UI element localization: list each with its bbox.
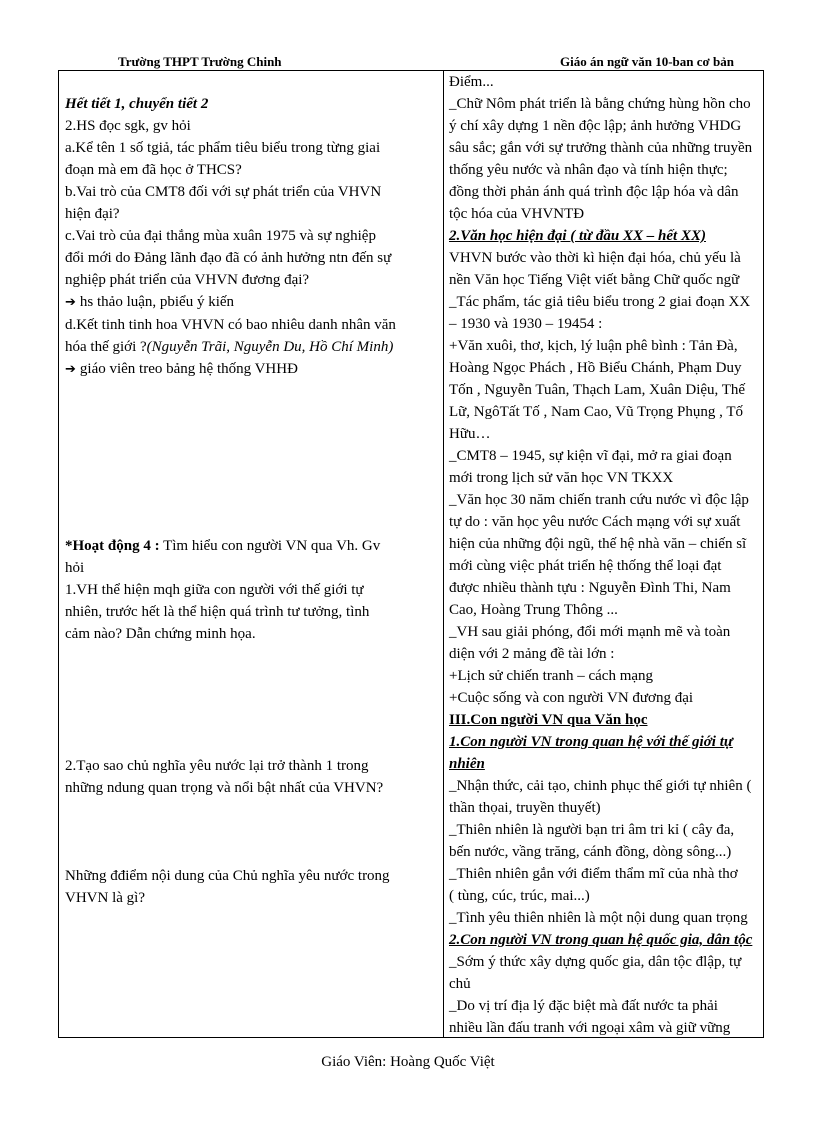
arrow-icon: ➔ [65, 295, 76, 310]
right-line: Hoàng Ngọc Phách , Hồ Biểu Chánh, Phạm Duy [449, 360, 742, 376]
right-line: – 1930 và 1930 – 19454 : [449, 316, 603, 332]
left-line: Những đđiểm nội dung của Chủ nghĩa yêu nước trong [65, 868, 390, 884]
arrow-icon: ➔ [65, 362, 76, 377]
subsection-heading: nhiên [449, 756, 485, 772]
left-line: cảm nào? Dẫn chứng minh họa. [65, 626, 256, 642]
right-line: Điểm... [449, 74, 494, 90]
left-line: VHVN là gì? [65, 890, 145, 906]
left-line: ➔ hs thảo luận, pbiểu ý kiến [65, 294, 235, 310]
right-line: thống yêu nước và nhân đạo và tính hiện thực; [449, 162, 728, 178]
left-line: a.Kể tên 1 số tgiả, tác phẩm tiêu biểu trong từng giai [65, 140, 381, 156]
left-line: *Hoạt động 4 : Tìm hiểu con người VN qua Vh. Gv [65, 538, 381, 554]
right-line: _Do vị trí địa lý đặc biệt mà đất nước ta phải [449, 998, 718, 1014]
right-line: +Lịch sử chiến tranh – cách mạng [449, 668, 654, 684]
left-line: đổi mới do Đảng lãnh đạo đã có ảnh hưởng ntn đến sự [65, 250, 392, 266]
right-line: tộc hóa của VHVNTĐ [449, 206, 585, 222]
right-line: Lữ, NgôTất Tố , Nam Cao, Vũ Trọng Phụng , Tố [449, 404, 743, 420]
lesson-table [58, 70, 764, 1038]
column-divider [443, 71, 444, 1037]
activity-block-3 [65, 755, 435, 799]
left-line: 2.Tạo sao chủ nghĩa yêu nước lại trở thành 1 trong [65, 758, 369, 774]
subsection-heading: 2.Con người VN trong quan hệ quốc gia, dân tộc [449, 932, 753, 948]
right-line: đồng thời phản ánh quá trình độc lập hóa và dân [449, 184, 739, 200]
header-school: Trường THPT Trường Chinh [118, 54, 282, 69]
right-line: _VH sau giải phóng, đổi mới mạnh mẽ và toàn [449, 624, 731, 640]
section-heading: 2.Văn học hiện đại ( từ đầu XX – hết XX) [449, 228, 706, 244]
left-line: những ndung quan trọng và nổi bật nhất của VHVN? [65, 780, 384, 796]
left-line: ➔ giáo viên treo bảng hệ thống VHHĐ [65, 361, 298, 377]
left-line: c.Vai trò của đại thắng mùa xuân 1975 và sự nghiệp [65, 228, 376, 244]
right-line: _Tác phẩm, tác giả tiêu biểu trong 2 giai đoạn XX [449, 294, 751, 310]
right-line: diện với 2 mảng đề tài lớn : [449, 646, 615, 662]
lesson-heading: Hết tiết 1, chuyển tiết 2 [65, 96, 209, 112]
activity-block-4 [65, 865, 435, 909]
left-line: hiện đại? [65, 206, 120, 222]
right-line: _Thiên nhiên gắn với điểm thẩm mĩ của nhà thơ [449, 866, 738, 882]
subsection-heading: 1.Con người VN trong quan hệ với thế giới tự [449, 734, 733, 750]
left-line: nhiên, trước hết là thể hiện quá trình tư tưởng, tình [65, 604, 370, 620]
left-line: 2.HS đọc sgk, gv hỏi [65, 118, 191, 134]
left-line: hóa thế giới ?(Nguyễn Trãi, Nguyễn Du, Hồ Chí Minh) [65, 339, 394, 355]
right-line: mới cùng việc phát triển hệ thống thể loại đạt [449, 558, 722, 574]
section-heading: III.Con người VN qua Văn học [449, 712, 648, 728]
activity-block-2 [65, 535, 435, 645]
left-line: nghiệp phát triển của VHVN đương đại? [65, 272, 310, 288]
activity-block-1 [65, 93, 435, 381]
teacher-activity-column [65, 71, 435, 909]
right-line: VHVN bước vào thời kì hiện đại hóa, chủ yếu là [449, 250, 741, 266]
right-line: hiện của những đội ngũ, thế hệ nhà văn – chiến sĩ [449, 536, 747, 552]
right-line: thần thọai, truyền thuyết) [449, 800, 601, 816]
right-line: Tốn , Nguyễn Tuân, Thạch Lam, Xuân Diệu, Thế [449, 382, 746, 398]
activity-label: *Hoạt động 4 : [65, 538, 160, 554]
left-line: 1.VH thể hiện mqh giữa con người với thế giới tự [65, 582, 364, 598]
right-line: mới trong lịch sử văn học VN TKXX [449, 470, 674, 486]
content-column [449, 71, 759, 1039]
right-line: _Nhận thức, cải tạo, chinh phục thế giới tự nhiên ( [449, 778, 752, 794]
right-line: _Thiên nhiên là người bạn tri âm tri kỉ ( cây đa, [449, 822, 735, 838]
right-line: _Tình yêu thiên nhiên là một nội dung quan trọng [449, 910, 748, 926]
left-line: d.Kết tinh tinh hoa VHVN có bao nhiêu danh nhân văn [65, 317, 396, 333]
right-line: _Chữ Nôm phát triển là bằng chứng hùng hồn cho [449, 96, 751, 112]
right-line: ( tùng, cúc, trúc, mai...) [449, 888, 590, 904]
right-line: +Cuộc sống và con người VN đương đại [449, 690, 694, 706]
right-line: nền Văn học Tiếng Việt viết bằng Chữ quốc ngữ [449, 272, 740, 288]
right-line: được nhiều thành tựu : Nguyễn Đình Thi, Nam [449, 580, 731, 596]
right-line: Hữu… [449, 426, 491, 442]
header-subject: Giáo án ngữ văn 10-ban cơ bản [560, 54, 734, 69]
left-line: hỏi [65, 560, 85, 576]
right-line: ý chí xây dựng 1 nền độc lập; ảnh hưởng VHDG [449, 118, 742, 134]
left-line: đoạn mà em đã học ở THCS? [65, 162, 242, 178]
right-line: _Sớm ý thức xây dựng quốc gia, dân tộc đlập, tự [449, 954, 742, 970]
page-footer: Giáo Viên: Hoàng Quốc Việt [321, 1054, 495, 1070]
right-line: chủ [449, 976, 471, 992]
right-line: sâu sắc; gắn với sự trưởng thành của những truyền [449, 140, 753, 156]
right-line: bến nước, vầng trăng, cánh đồng, dòng sông...) [449, 844, 732, 860]
right-line: _CMT8 – 1945, sự kiện vĩ đại, mở ra giai đoạn [449, 448, 732, 464]
right-line: nhiều lần đấu tranh với ngoại xâm và giữ vững [449, 1020, 731, 1036]
left-line: b.Vai trò của CMT8 đối với sự phát triển của VHVN [65, 184, 382, 200]
right-line: Cao, Hoàng Trung Thông ... [449, 602, 618, 618]
right-line: tự do : văn học yêu nước Cách mạng với sự xuất [449, 514, 741, 530]
right-line: _Văn học 30 năm chiến tranh cứu nước vì độc lập [449, 492, 749, 508]
right-line: +Văn xuôi, thơ, kịch, lý luận phê bình : Tản Đà, [449, 338, 738, 354]
